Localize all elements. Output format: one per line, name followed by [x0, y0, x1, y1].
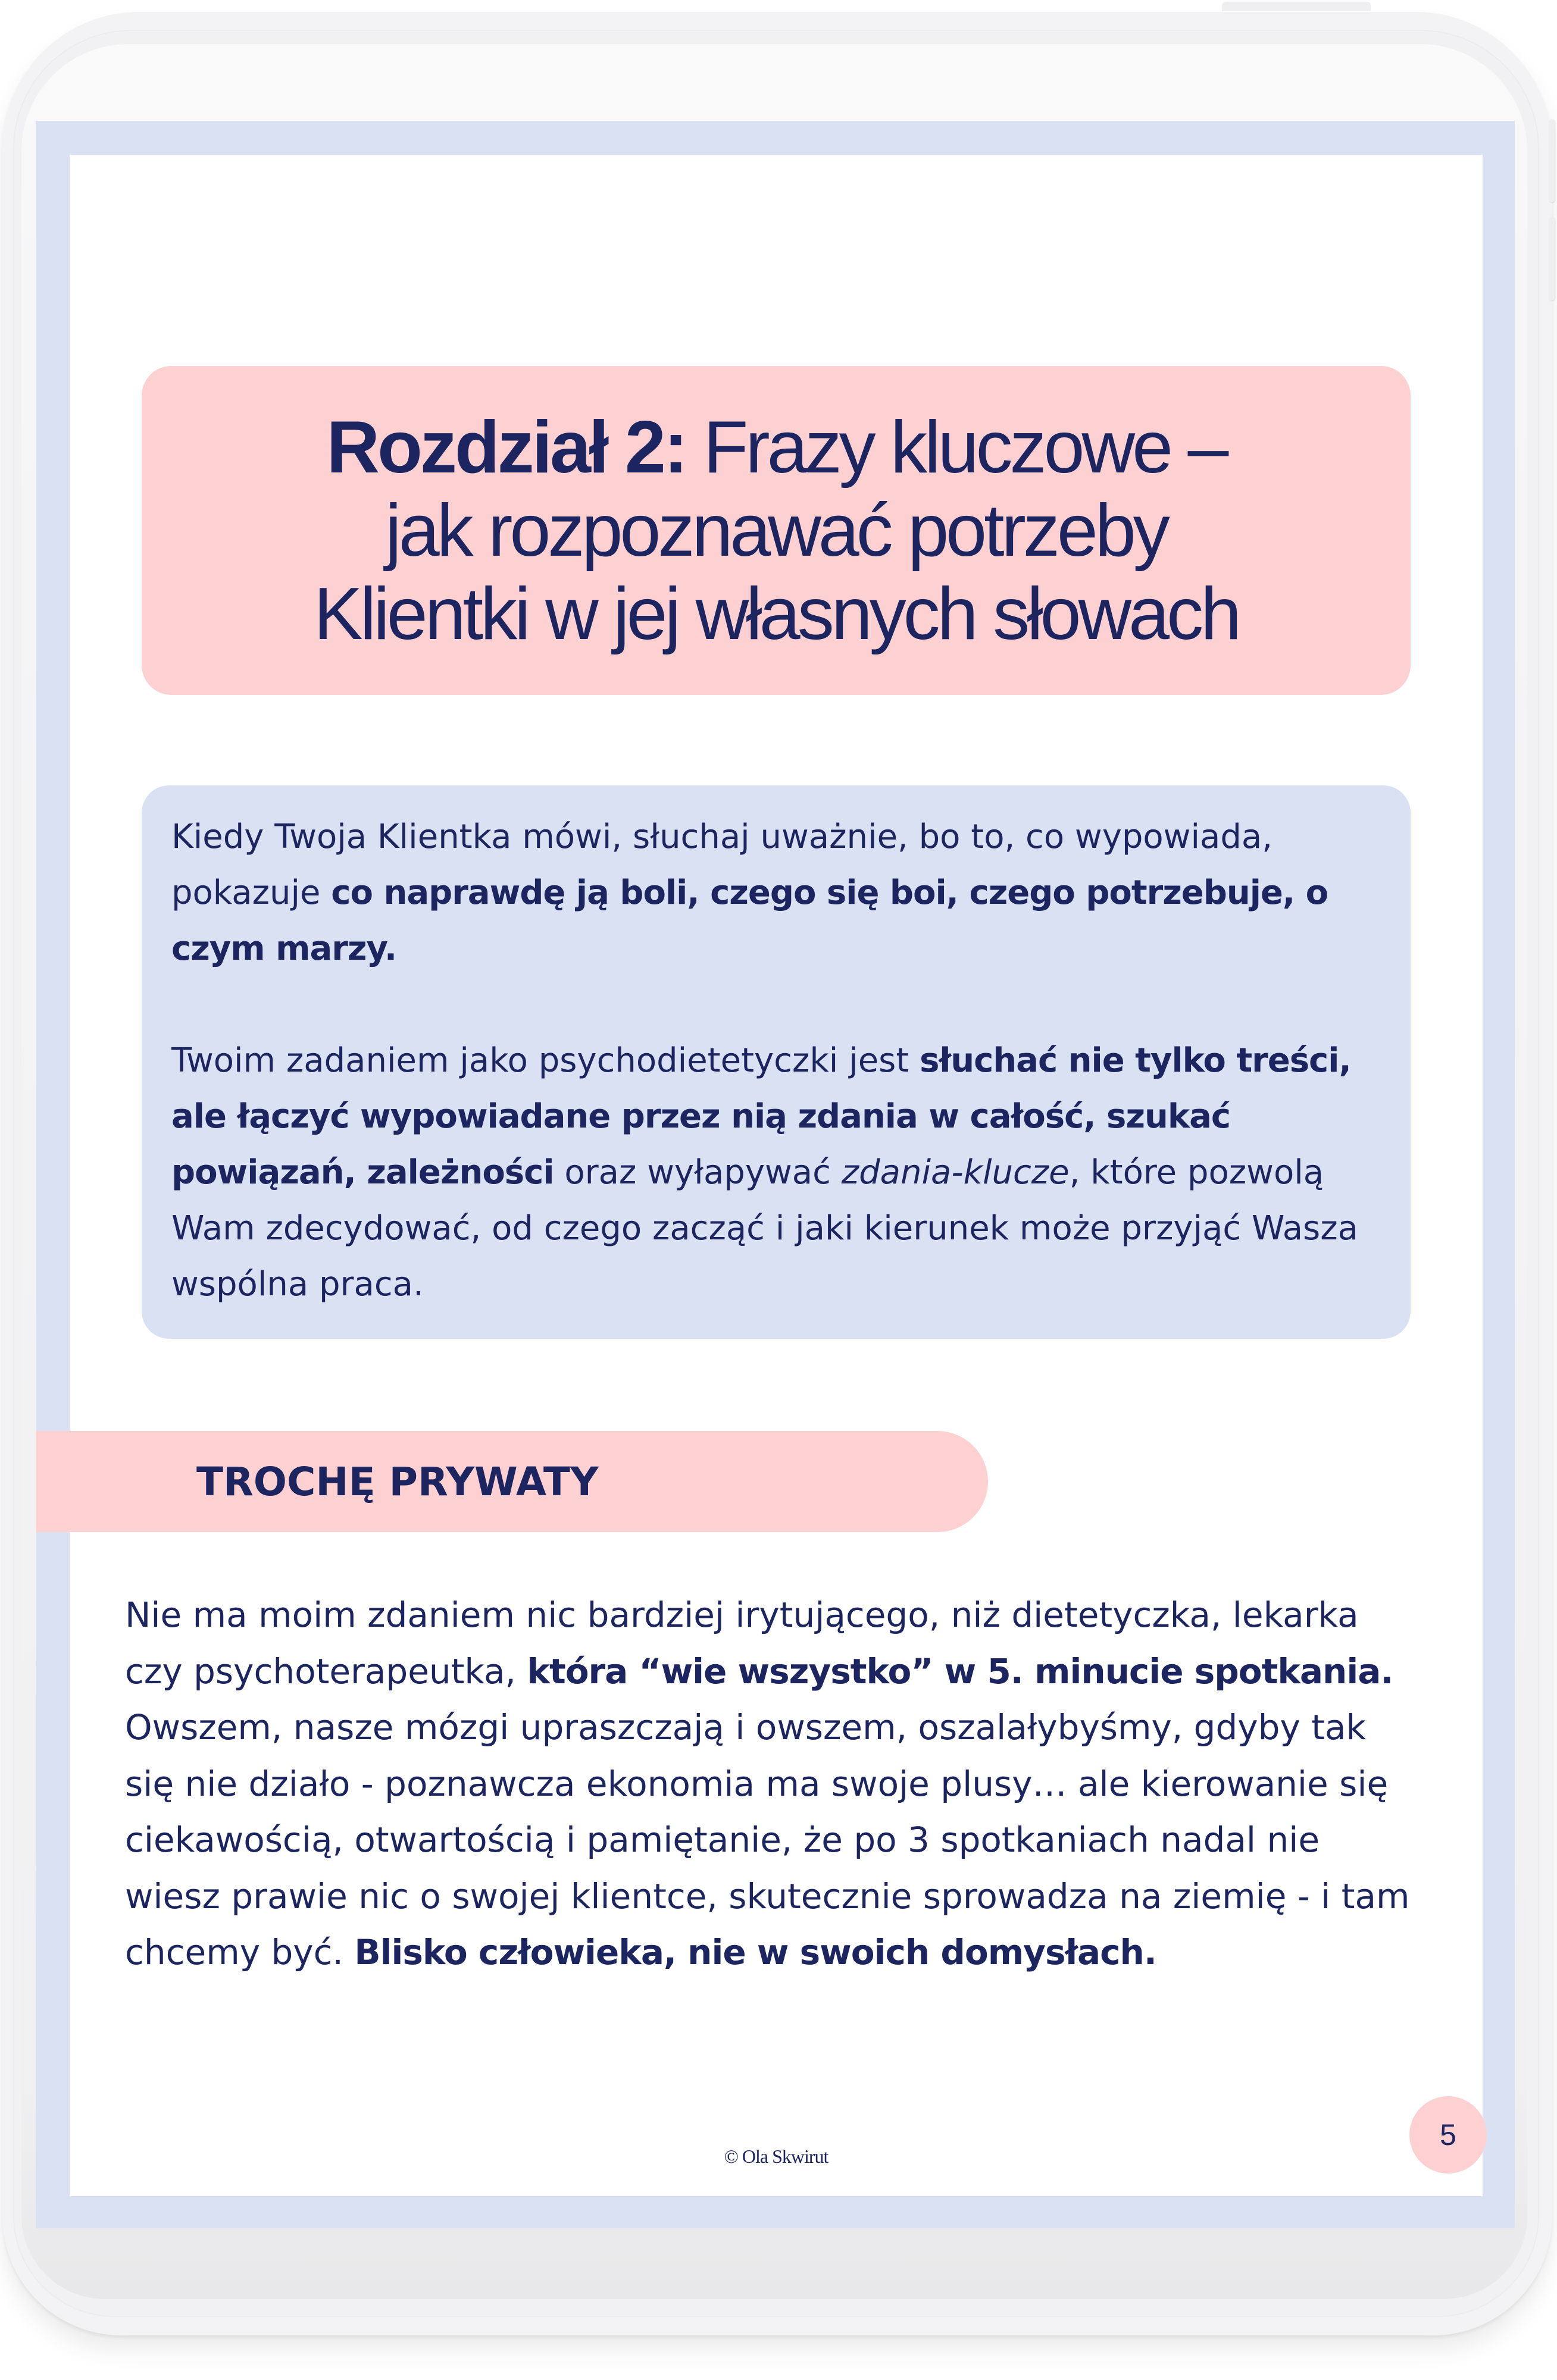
chapter-title-line-1: Frazy kluczowe –	[686, 406, 1226, 488]
tablet-volume-down-button	[1549, 217, 1555, 300]
body-lead: Nie ma moim zdaniem nic bardziej irytującego, niż dietetyczka, lekarka czy psychoterapeutka,	[125, 1595, 1359, 1692]
intro-p1-emphasis: co naprawdę ją boli, czego się boi, czego potrzebuje, o czym marzy.	[171, 873, 1328, 968]
intro-p2-mid: oraz wyłapywać	[554, 1153, 842, 1192]
section-title: TROCHĘ PRYWATY	[196, 1459, 599, 1505]
intro-callout-box	[142, 785, 1411, 1339]
intro-p2-emphasis: słuchać nie tylko treści, ale łączyć wypowiadane przez nią zdania w całość, szukać powiązań, zależności	[171, 1041, 1351, 1192]
body-middle: Owszem, nasze mózgi upraszczają i owszem, oszalałybyśmy, gdyby tak się nie działo - poznawcza ekonomia ma swoje plusy… ale kierowanie się ciekawością, otwartością i pamiętanie, że po 3 spotkaniach nadal nie wiesz prawie nic o swojej klientce, skutecznie sprowadza na ziemię - i tam chcemy być.	[125, 1707, 1410, 1972]
intro-paragraph-2	[171, 1033, 1397, 1313]
section-header-band	[36, 1431, 988, 1532]
tablet-volume-up-button	[1549, 119, 1555, 202]
intro-paragraph-1	[171, 809, 1397, 977]
tablet-screen	[36, 121, 1515, 2228]
body-emphasis-1: która “wie wszystko” w 5. minucie spotkania.	[527, 1651, 1393, 1692]
page-number: 5	[1440, 2118, 1456, 2152]
chapter-title-box	[142, 366, 1411, 695]
chapter-title-line-3: Klientki w jej własnych słowach	[313, 572, 1239, 655]
document-page	[70, 155, 1483, 2196]
copyright-footer: © Ola Skwirut	[724, 2146, 828, 2167]
intro-text	[171, 809, 1397, 1313]
body-paragraph	[125, 1587, 1422, 1981]
intro-p2-tail: , które pozwolą Wam zdecydować, od czego zacząć i jaki kierunek może przyjąć Wasza wspólna praca.	[171, 1153, 1358, 1304]
intro-p1-lead: Kiedy Twoja Klientka mówi, słuchaj uważnie, bo to, co wypowiada, pokazuje	[171, 818, 1273, 912]
chapter-number: Rozdział 2:	[326, 406, 686, 488]
chapter-title-line-2: jak rozpoznawać potrzeby	[385, 489, 1167, 572]
intro-p2-lead: Twoim zadaniem jako psychodietetyczki jest	[171, 1041, 920, 1080]
intro-p2-italic-term: zdania-klucze	[841, 1153, 1070, 1192]
tablet-top-button	[1222, 2, 1371, 11]
body-emphasis-2: Blisko człowieka, nie w swoich domysłach.	[354, 1932, 1156, 1972]
chapter-title	[314, 406, 1239, 656]
